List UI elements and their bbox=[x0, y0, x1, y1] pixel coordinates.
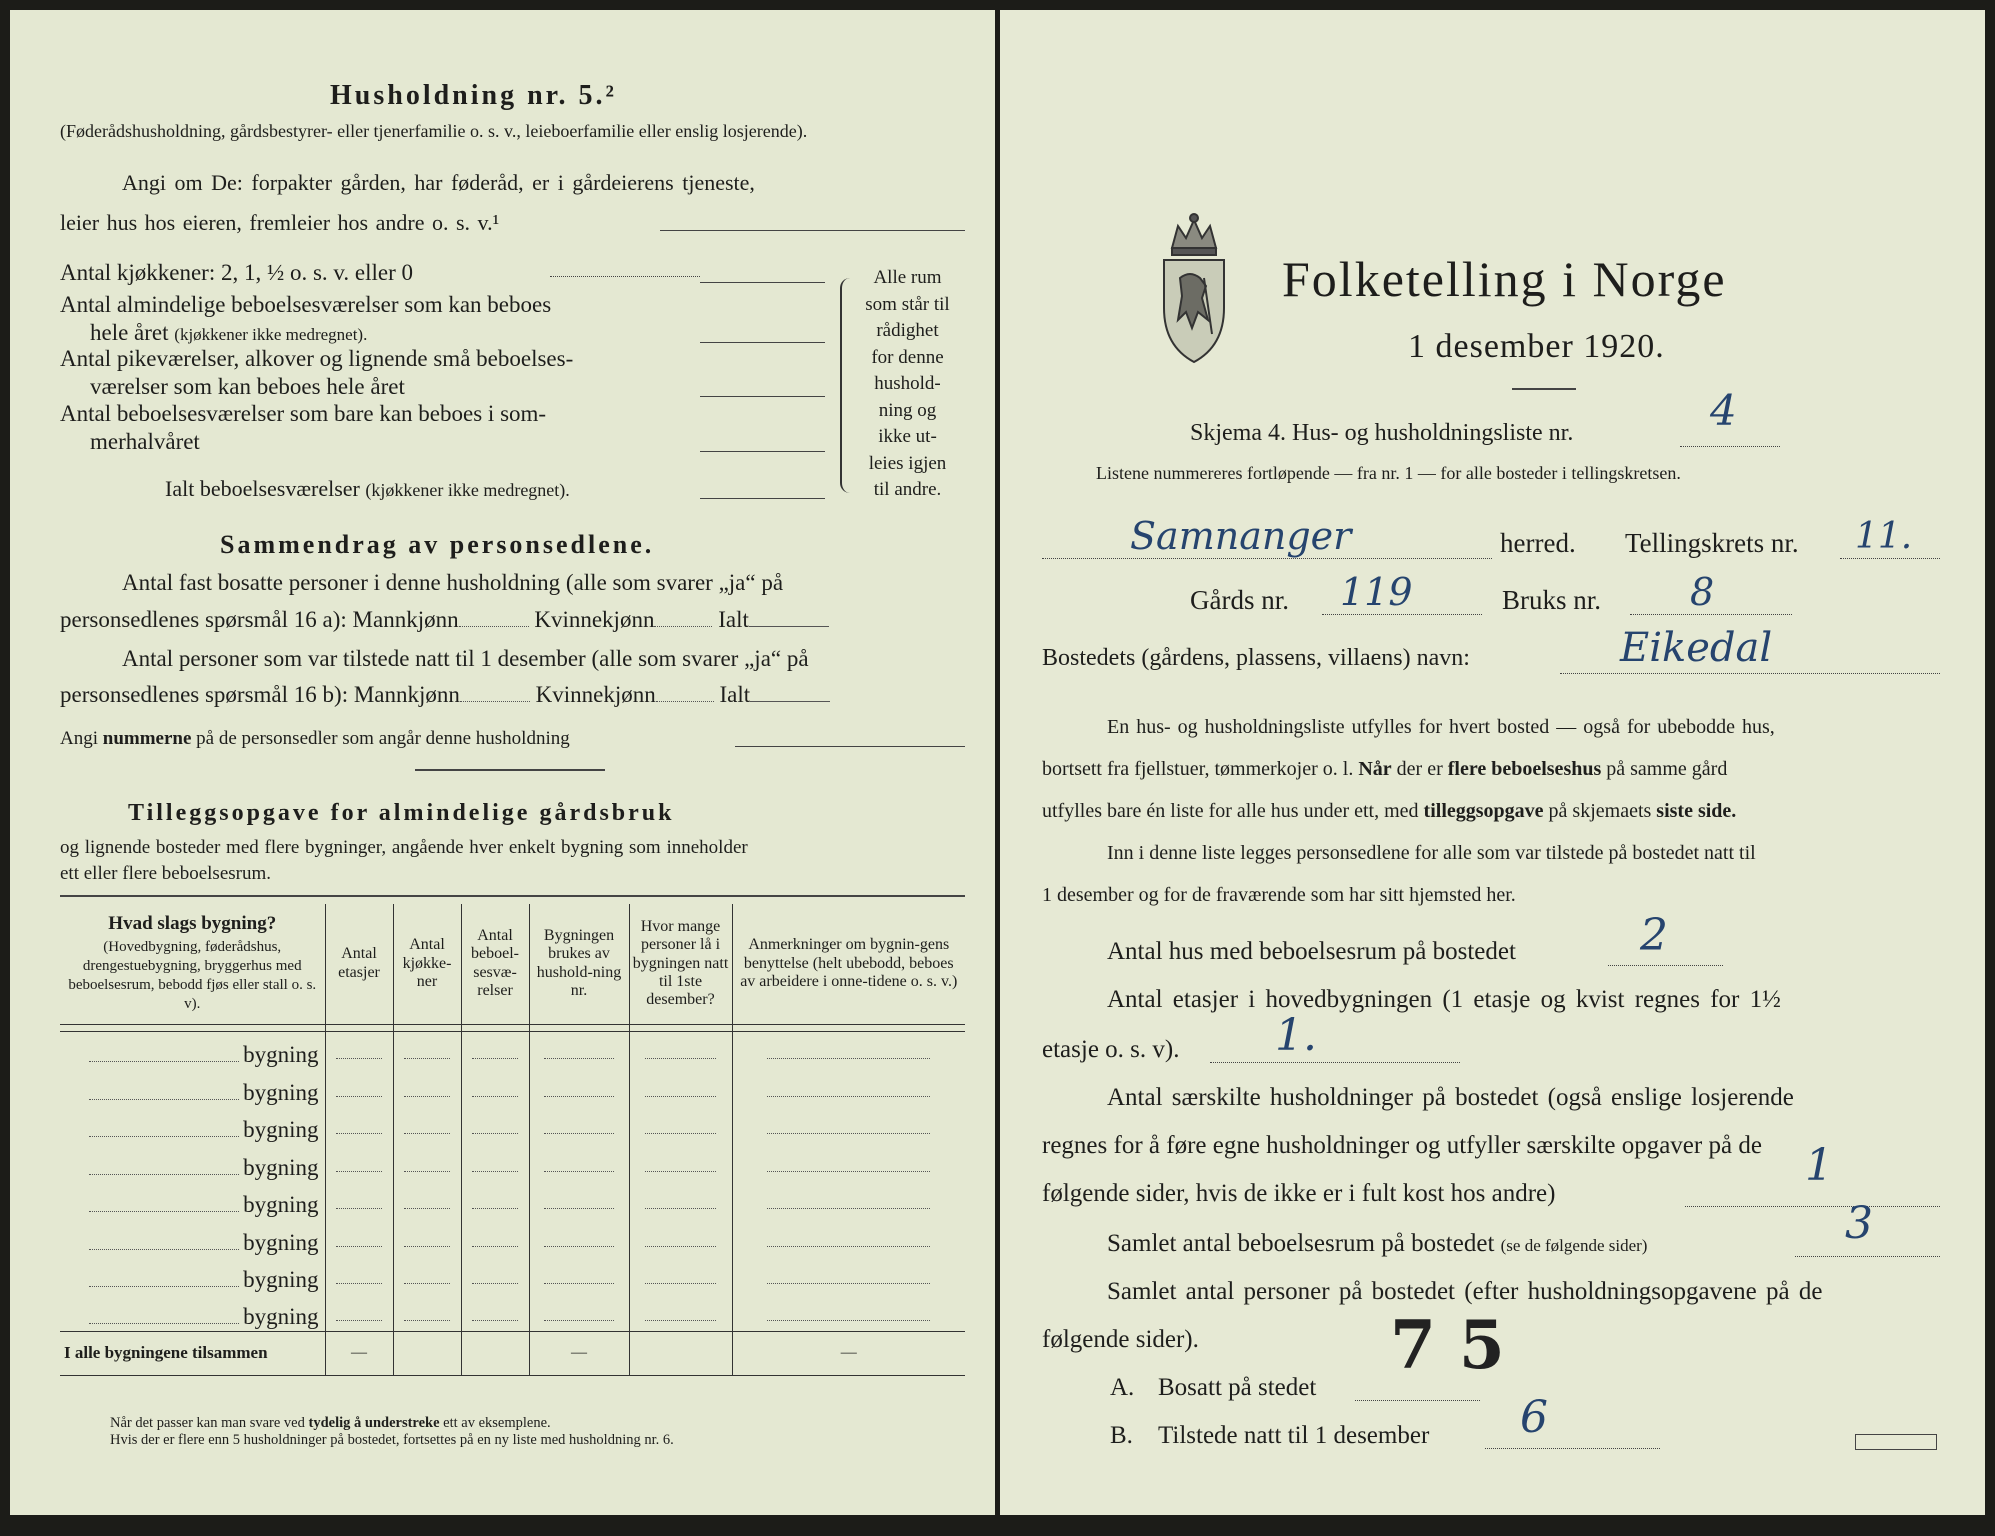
side-note-brace bbox=[840, 278, 852, 493]
bosted-line bbox=[1560, 673, 1940, 674]
bruk-label: Bruks nr. bbox=[1502, 585, 1602, 615]
gard-value: 119 bbox=[1340, 570, 1413, 614]
summer-rooms-label-2: merhalvåret bbox=[90, 429, 200, 454]
building-row bbox=[60, 1256, 965, 1294]
present-line bbox=[1485, 1448, 1660, 1449]
persons-line-2: følgende sider). bbox=[1042, 1326, 1199, 1353]
building-table bbox=[60, 904, 965, 1376]
herred-label: herred. bbox=[1500, 528, 1576, 558]
para2-line-1: Inn i denne liste legges personsedlene for alle som var tilstede på bostedet natt til bbox=[1107, 842, 1756, 864]
gard-line bbox=[1322, 614, 1482, 615]
resident-letter: A. bbox=[1110, 1374, 1135, 1401]
para1-line-3: utfylles bare én liste for alle hus under ett, med tilleggsopgave på skjemaets siste side. bbox=[1042, 800, 1737, 822]
summer-rooms-label-1: Antal beboelsesværelser som bare kan beboes i som- bbox=[60, 401, 547, 426]
kitchens-label: Antal kjøkkener: 2, 1, ½ o. s. v. eller 0 bbox=[60, 260, 414, 285]
building-row bbox=[60, 1219, 965, 1257]
herred-line bbox=[1042, 558, 1492, 559]
supplement-subtitle-1: og lignende bosteder med flere bygninger, angående hver enkelt bygning som inneholder bbox=[60, 837, 748, 858]
printer-stamp-icon bbox=[1855, 1434, 1937, 1450]
floors-line-1: Antal etasjer i hovedbygningen (1 etasje og kvist regnes for 1½ bbox=[1107, 986, 1781, 1013]
floors-value: 1. bbox=[1275, 1010, 1317, 1061]
households-line-3: følgende sider, hvis de ikke er i fult kost hos andre) bbox=[1042, 1180, 1556, 1207]
instruction-line-1: Angi om De: forpakter gården, har føderåd, er i gårdeierens tjeneste, bbox=[122, 170, 755, 195]
numbers-answer-line bbox=[735, 746, 965, 747]
bosted-label: Bostedets (gårdens, plassens, villaens) navn: bbox=[1042, 645, 1470, 671]
col-floors: Antal etasjer bbox=[325, 904, 393, 1024]
building-row-label: bygning bbox=[243, 1304, 319, 1330]
summer-rooms-answer-line bbox=[700, 451, 825, 452]
col-remarks: Anmerkninger om bygnin-gens benyttelse (helt ubebodd, beboes av arbeidere i onne-tidene o. s. v.) bbox=[732, 904, 965, 1024]
total-used-by-dash: — bbox=[529, 1331, 629, 1375]
building-row bbox=[60, 1144, 965, 1182]
households-line-2: regnes for å føre egne husholdninger og utfyller særskilte opgaver på de bbox=[1042, 1132, 1762, 1159]
building-row-label: bygning bbox=[243, 1267, 319, 1293]
total-rooms-label: Ialt beboelsesværelser (kjøkkener ikke medregnet). bbox=[165, 476, 570, 501]
col-kitchens: Antal kjøkke-ner bbox=[393, 904, 461, 1024]
building-row-label: bygning bbox=[243, 1117, 319, 1143]
houses-value: 2 bbox=[1640, 910, 1668, 961]
total-remarks-dash: — bbox=[732, 1331, 965, 1375]
rooms-total-value: 3 bbox=[1845, 1198, 1873, 1249]
households-value: 1 bbox=[1805, 1140, 1833, 1191]
summary-b-line-2: personsedlenes spørsmål 16 b): Mannkjønn Kvinnekjønn Ialt bbox=[60, 682, 830, 708]
bosted-value: Eikedal bbox=[1620, 625, 1773, 671]
kitchens-answer-line bbox=[700, 282, 825, 283]
para2-line-2: 1 desember og for de fraværende som har sitt hjemsted her. bbox=[1042, 884, 1516, 906]
rooms-total-label: Samlet antal beboelsesrum på bostedet (se de følgende sider) bbox=[1107, 1230, 1648, 1257]
building-row bbox=[60, 1294, 965, 1332]
building-row bbox=[60, 1181, 965, 1219]
resident-label: Bosatt på stedet bbox=[1158, 1374, 1317, 1401]
households-line bbox=[1685, 1206, 1940, 1207]
summary-b-line-1: Antal personer som var tilstede natt til 1 desember (alle som svarer „ja“ på bbox=[122, 646, 809, 671]
houses-label: Antal hus med beboelsesrum på bostedet bbox=[1107, 938, 1516, 965]
footnote-1: Når det passer kan man svare ved tydelig å understreke ett av eksemplene. bbox=[110, 1415, 551, 1431]
date-divider bbox=[1512, 388, 1576, 390]
supplement-title: Tilleggsopgave for almindelige gårdsbruk bbox=[128, 800, 675, 826]
col-persons: Hvor mange personer lå i bygningen natt til 1ste desember? bbox=[629, 904, 732, 1024]
maid-rooms-label-2: værelser som kan beboes hele året bbox=[90, 374, 405, 399]
rooms-total-line bbox=[1795, 1256, 1940, 1257]
side-note: Alle rum som står til rådighet for denne hushold- ning og ikke ut- leies igjen til andre. bbox=[865, 267, 950, 500]
krets-value: 11. bbox=[1855, 516, 1913, 557]
persons-line-1: Samlet antal personer på bostedet (efter husholdningsopgavene på de bbox=[1107, 1278, 1823, 1305]
herred-value: Samnanger bbox=[1130, 514, 1352, 558]
building-row-label: bygning bbox=[243, 1042, 319, 1068]
total-floors-dash: — bbox=[325, 1331, 393, 1375]
present-label: Tilstede natt til 1 desember bbox=[1158, 1422, 1430, 1449]
building-row bbox=[60, 1069, 965, 1107]
floors-line bbox=[1210, 1062, 1460, 1063]
table-top-rule bbox=[60, 895, 965, 897]
left-page bbox=[10, 10, 995, 1515]
census-title: Folketelling i Norge bbox=[1282, 251, 1727, 307]
building-row-label: bygning bbox=[243, 1079, 319, 1105]
supplement-subtitle-2: ett eller flere beboelsesrum. bbox=[60, 863, 272, 884]
building-row bbox=[60, 1031, 965, 1069]
building-row-label: bygning bbox=[243, 1154, 319, 1180]
bruk-value: 8 bbox=[1690, 570, 1715, 614]
schema-label: Skjema 4. Hus- og husholdningsliste nr. bbox=[1190, 420, 1574, 446]
footnote-2: Hvis der er flere enn 5 husholdninger på bostedet, fortsettes på en ny liste med husholdning nr. 6. bbox=[110, 1432, 674, 1448]
total-row-label: I alle bygningene tilsammen bbox=[64, 1343, 268, 1363]
building-rows bbox=[60, 1031, 965, 1331]
summary-title: Sammendrag av personsedlene. bbox=[220, 530, 655, 559]
total-row bbox=[60, 1331, 965, 1375]
summary-a-line-1: Antal fast bosatte personer i denne husholdning (alle som svarer „ja“ på bbox=[122, 570, 784, 595]
ordinary-rooms-label-1: Antal almindelige beboelsesværelser som kan beboes bbox=[60, 292, 552, 317]
col-rooms: Antal beboel-sesvæ-relser bbox=[461, 904, 529, 1024]
col-building-type-sub: (Hovedbygning, føderådshus, drengestuebygning, bryggerhus med beboelsesrum, bebodd fjøs eller stall o. s. v). bbox=[68, 939, 317, 1013]
resident-value: 7 5 bbox=[1390, 1306, 1505, 1384]
building-row bbox=[60, 1106, 965, 1144]
ordinary-rooms-label-2: hele året (kjøkkener ikke medregnet). bbox=[90, 320, 368, 345]
krets-line bbox=[1840, 558, 1940, 559]
total-rooms-answer-line bbox=[700, 498, 825, 499]
resident-line bbox=[1355, 1400, 1480, 1401]
instruction-answer-line bbox=[660, 230, 965, 231]
ordinary-rooms-answer-line bbox=[700, 342, 825, 343]
census-date: 1 desember 1920. bbox=[1408, 328, 1665, 365]
right-page bbox=[1000, 10, 1985, 1515]
krets-label: Tellingskrets nr. bbox=[1625, 528, 1799, 558]
col-used-by: Bygningen brukes av hushold-ning nr. bbox=[529, 904, 629, 1024]
maid-rooms-answer-line bbox=[700, 396, 825, 397]
kitchens-dots bbox=[550, 276, 700, 277]
household-subtitle: (Føderådshusholdning, gårdsbestyrer- eller tjenerfamilie o. s. v., leieboerfamilie eller enslig losjerende). bbox=[60, 121, 808, 141]
gard-label: Gårds nr. bbox=[1190, 585, 1289, 615]
household-title: Husholdning nr. 5.² bbox=[330, 80, 617, 111]
present-value: 6 bbox=[1520, 1392, 1548, 1443]
para1-line-2: bortsett fra fjellstuer, tømmerkojer o. l. Når der er flere beboelseshus på samme gård bbox=[1042, 758, 1728, 780]
section-divider bbox=[415, 769, 605, 771]
summary-a-line-2: personsedlenes spørsmål 16 a): Mannkjønn Kvinnekjønn Ialt bbox=[60, 607, 829, 633]
para1-line-1: En hus- og husholdningsliste utfylles for hvert bosted — også for ubebodde hus, bbox=[1107, 716, 1775, 738]
numbers-line: Angi nummerne på de personsedler som angår denne husholdning bbox=[60, 728, 570, 749]
building-row-label: bygning bbox=[243, 1229, 319, 1255]
households-line-1: Antal særskilte husholdninger på bostedet (også enslige losjerende bbox=[1107, 1084, 1794, 1111]
floors-line-2: etasje o. s. v). bbox=[1042, 1036, 1180, 1063]
col-building-type-head: Hvad slags bygning? bbox=[108, 913, 277, 935]
numbering-note: Listene nummereres fortløpende — fra nr. 1 — for alle bosteder i tellingskretsen. bbox=[1096, 463, 1681, 483]
bruk-line bbox=[1630, 614, 1792, 615]
present-letter: B. bbox=[1110, 1422, 1133, 1449]
norwegian-coat-of-arms-icon bbox=[1158, 208, 1230, 368]
building-row-label: bygning bbox=[243, 1192, 319, 1218]
instruction-line-2: leier hus hos eieren, fremleier hos andre o. s. v.¹ bbox=[60, 210, 500, 235]
schema-number: 4 bbox=[1710, 386, 1737, 435]
maid-rooms-label-1: Antal pikeværelser, alkover og lignende små beboelses- bbox=[60, 346, 574, 371]
houses-line bbox=[1608, 965, 1723, 966]
schema-line bbox=[1680, 446, 1780, 447]
